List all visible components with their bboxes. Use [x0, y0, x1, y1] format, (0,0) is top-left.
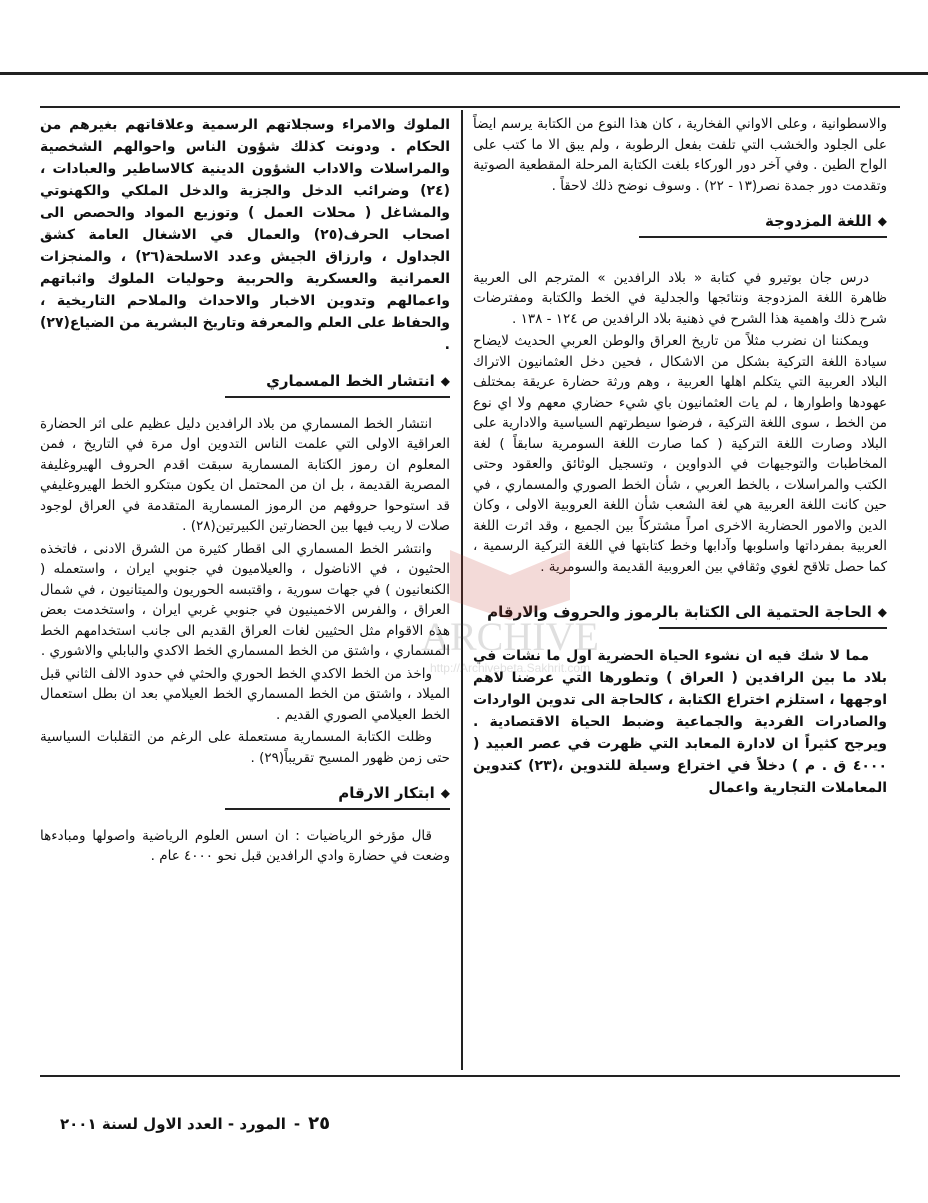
section-heading — [40, 370, 450, 392]
heading-underline — [639, 236, 887, 238]
watermark-text: ARCHIVE — [421, 614, 599, 659]
paragraph: واخذ من الخط الاكدي الخط الحوري والحثي في حدود الالف الثاني قبل الميلاد ، واشتق من الخط المسماري الخط العيلامي بعد ان بطل استعمال الخط العيلامي الصوري القديم . — [40, 665, 450, 723]
journal-info: المورد - العدد الاول لسنة ٢٠٠١ — [60, 1115, 286, 1133]
section-heading — [40, 782, 450, 804]
paragraph: درس جان بوتيرو في كتابة « بلاد الرافدين » المترجم الى العربية ظاهرة اللغة المزدوجة ونتائجها والجدلية في الخط والكتابة ومفترضات شرح ذلك واهمية هذا الشرح في ذهنية بلاد الرافدين ص ١٢٤ - ١٣٨ . — [473, 269, 887, 327]
bottom-rule — [40, 1075, 900, 1077]
section-heading — [473, 210, 887, 232]
heading-underline — [225, 396, 451, 398]
top-rule-thin — [40, 106, 900, 108]
bullet-icon: ◆ — [877, 605, 887, 619]
bullet-icon: ◆ — [440, 786, 450, 800]
page-number: ٢٥ — [308, 1113, 331, 1134]
heading-text: ابتكار الارقام — [338, 784, 435, 802]
page-footer — [60, 1113, 330, 1134]
watermark-url: http://Archivebeta.Sakhrit.com — [429, 661, 591, 675]
paragraph: وانتشر الخط المسماري الى اقطار كثيرة من الشرق الادنى ، فاتخذه الحثيون ، في الاناضول ، والعيلاميون في جنوبي ايران ، واستعمله ( الكنعانيون ) في جهات سورية ، واقتبسه الحوريون والميتانيون ، في شمال العراق ، والفرس الاخمينيون في جنوبي غربي ايران ، واستخدمت بعض هذه الاقوام مثل الحثيين لغات العراق القديم الى جانب استخدامهم الخط المسماري ، واشتق من الخط المسماري الخط الاكدي والبابلي والاشوري . — [40, 540, 450, 659]
paragraph: الملوك والامراء وسجلاتهم الرسمية وعلاقاتهم بغيرهم من الحكام . ودونت كذلك شؤون الناس واحوالهم الشخصية والمراسلات والاداب الشؤون الدينية كالاساطير والعبادات ،(٢٤) وضرائب الدخل والجزية والدخل الملكي والكهنوتي والمشاغل ( محلات العمل ) وتوزيع المواد والحصص الى اصحاب الحرف(٢٥) والعمال في الاشغال العامة كشق الجداول ، وارزاق الجيش وعدد الاسلحة(٢٦) ، والمنجزات العمرانية والعسكرية والحربية وحوليات الملوك واثباتهم واعمالهم وتدوين الاخبار والاحداث والملاحم التاريخية ، والحفاظ على العلم والمعرفة وتاريخ البشرية من الضياع(٢٧) . — [40, 117, 450, 353]
section-heading — [473, 601, 887, 623]
left-column — [40, 114, 450, 869]
bullet-icon: ◆ — [877, 214, 887, 228]
paragraph: وظلت الكتابة المسمارية مستعملة على الرغم من التقلبات السياسية حتى زمن ظهور المسيح تقريباً(٢٩) . — [40, 729, 450, 766]
bullet-icon: ◆ — [440, 374, 450, 388]
right-column — [473, 114, 887, 801]
heading-underline — [659, 627, 887, 629]
column-divider — [461, 110, 463, 1070]
paragraph: قال مؤرخو الرياضيات : ان اسس العلوم الرياضية واصولها ومبادءها وضعت في حضارة وادي الرافدين قبل نحو ٤٠٠٠ عام . — [40, 827, 450, 864]
footer-dash: - — [293, 1115, 301, 1133]
heading-underline — [225, 808, 451, 810]
paragraph: مما لا شك فيه ان نشوء الحياة الحضرية اول ما نشات في بلاد ما بين الرافدين ( العراق ) وتطورها التي عرضنا لاهم اوجهها ، استلزم اختراع الكتابة ، كالحاجة الى تدوين الواردات والصادرات الفردية والجماعية وضبط الحياة الاقتصادية . ويرجح كثيراً ان لادارة المعابد التي ظهرت في عصر العبيد ( ٤٠٠٠ ق . م ) دخلاً في اختراع وسيلة للتدوين ،(٢٣) كتدوين المعاملات التجارية واعمال — [473, 647, 887, 796]
top-rule-thick — [0, 72, 928, 75]
paragraph: والاسطوانية ، وعلى الاواني الفخارية ، كان هذا النوع من الكتابة يرسم ايضاً على الجلود والخشب التي تلفت بفعل الرطوبة ، ولم يبق الا ما كتب على الواح الطين . وفي آخر دور الوركاء بلغت الكتابة المرحلة المقطعية الصوتية وتقدمت دور جمدة نصر(١٣ - ٢٢) . وسوف نوضح ذلك لاحقاً . — [473, 116, 887, 194]
paragraph: ويمكننا ان نضرب مثلاً من تاريخ العراق والوطن العربي الحديث لايضاح سيادة اللغة التركية بشكل من الاشكال ، فحين دخل العثمانيون الاتراك البلاد العربية التي يتكلم اهلها العربية ، وهم ورثة حضارة عريقة بمختلف عهودها واطوارها ، لم يات العثمانيون باي شيء حضاري معهم ولا اي نوع من الخط ، سوى اللغة التركية ، فرضوا سيطرتهم السياسية والادارية على البلاد وصارت اللغة التركية ( كما صارت اللغة السومرية سابقاً ) لغة المخاطبات والتوجيهات في الدواوين ، وتسجيل الوثائق والعقود وحتى الكتب والمراسلات ، بالخط العربي ، شأن الخط الصوري والمسماري ، في حين كانت اللغة العربية هي لغة الشعب شأن اللغة العروبية الاولى ، وكان الدين والامور الحضارية الاخرى امراً مشتركاً بين الجميع ، وقد اثرت اللغة العربية بمفرداتها واسلوبها وآدابها وخط كتابتها في اللغة التركية الرسمية ، كما حصل تلاقح لغوي وثقافي بين العروبية القديمة والسومرية . — [473, 333, 887, 575]
heading-text: انتشار الخط المسماري — [266, 372, 435, 390]
paragraph: انتشار الخط المسماري من بلاد الرافدين دليل عظيم على اثر الحضارة العراقية الاولى التي علمت الناس التدوين اول مرة في التاريخ ، فمن المعلوم ان رموز الكتابة المسمارية سبقت اقدم الحروف الهيروغليفة المصرية القديمة ، بل ان من المحتمل ان يكون مبتكرو الخط الهيروغليفي قد استوحوا حروفهم من الرموز المسمارية المتقدمة في العراق لوجود صلات لا ريب فيها بين الحضارتين الكبيرتين(٢٨) . — [40, 415, 450, 534]
heading-text: الحاجة الحتمية الى الكتابة بالرموز والحروف والارقام — [487, 603, 872, 621]
heading-text: اللغة المزدوجة — [764, 212, 872, 230]
